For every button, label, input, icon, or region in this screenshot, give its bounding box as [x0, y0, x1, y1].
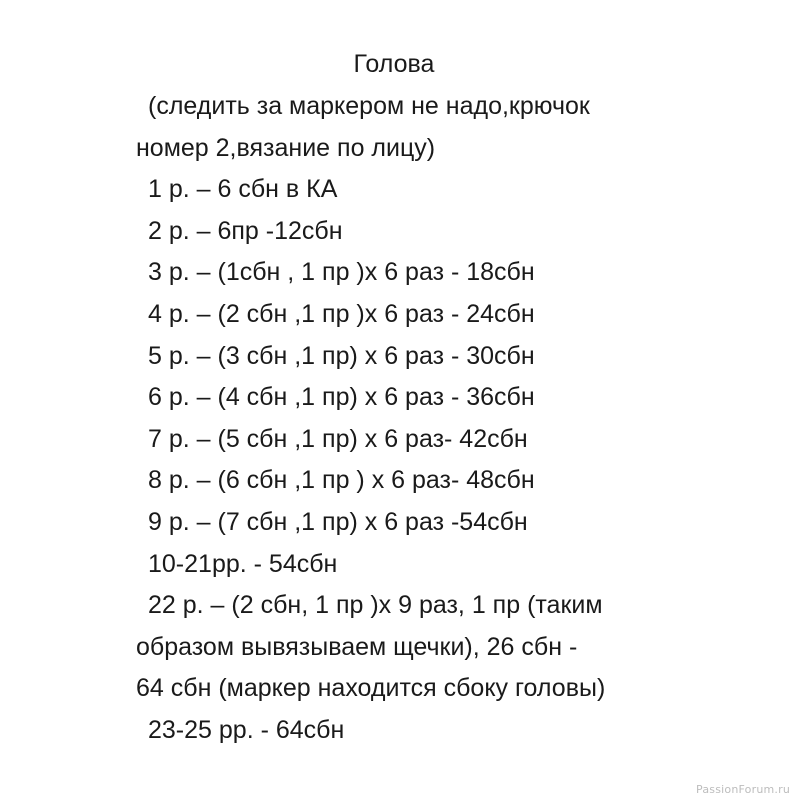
pattern-instructions	[136, 86, 696, 752]
row-5: 5 р. – (3 сбн ,1 пр) х 6 раз - 30сбн	[148, 341, 535, 370]
row-22-continued: образом вывязываем щечки), 26 сбн -	[136, 632, 578, 661]
row-6: 6 р. – (4 сбн ,1 пр) х 6 раз - 36сбн	[148, 383, 535, 412]
row-2: 2 р. – 6пр -12сбн	[148, 216, 343, 245]
instruction-line: (следить за маркером не надо,крючок	[148, 92, 590, 120]
rows-23-25: 23-25 рр. - 64сбн	[148, 715, 345, 744]
row-1: 1 р. – 6 сбн в КА	[148, 175, 338, 204]
row-4: 4 р. – (2 сбн ,1 пр )х 6 раз - 24сбн	[148, 299, 535, 328]
document-title: Голова	[353, 50, 435, 78]
row-7: 7 р. – (5 сбн ,1 пр) х 6 раз- 42сбн	[148, 424, 528, 453]
row-22: 22 р. – (2 сбн, 1 пр )х 9 раз, 1 пр (таким	[148, 591, 603, 620]
row-9: 9 р. – (7 сбн ,1 пр) х 6 раз -54сбн	[148, 507, 528, 536]
watermark: PassionForum.ru	[696, 783, 790, 796]
rows-10-21: 10-21рр. - 54сбн	[148, 549, 338, 578]
row-22-continued: 64 сбн (маркер находится сбоку головы)	[136, 674, 606, 703]
instruction-line: номер 2,вязание по лицу)	[136, 133, 436, 162]
row-3: 3 р. – (1сбн , 1 пр )х 6 раз - 18сбн	[148, 258, 535, 287]
row-8: 8 р. – (6 сбн ,1 пр ) х 6 раз- 48сбн	[148, 466, 535, 495]
